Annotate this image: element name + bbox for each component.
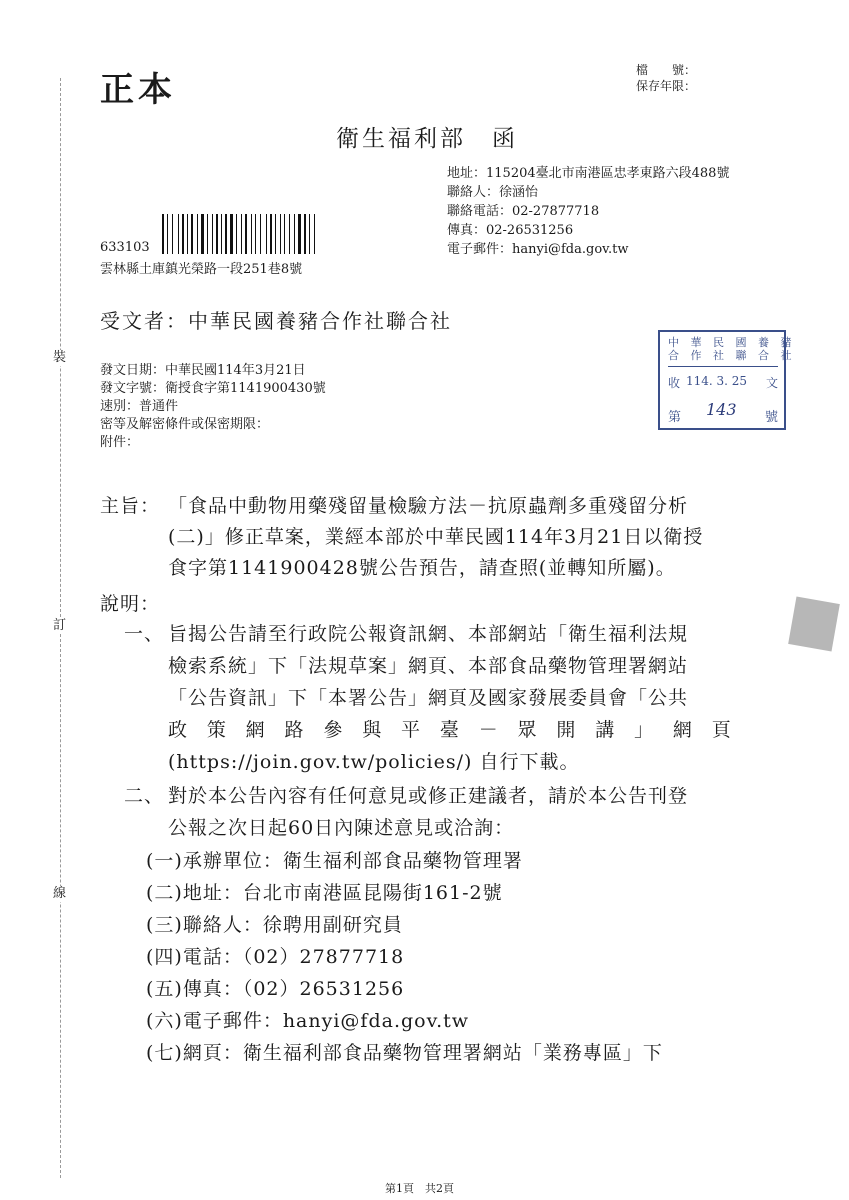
barcode-bar — [307, 214, 308, 254]
page-footer: 第1頁 共2頁 — [385, 1182, 454, 1195]
barcode-bar — [228, 214, 229, 254]
delivery-speed: 速別：普通件 — [100, 399, 179, 414]
barcode-bar — [309, 214, 310, 254]
barcode-bar — [172, 214, 173, 254]
barcode-bar — [291, 214, 293, 254]
barcode-bar — [219, 214, 220, 254]
stamp-wen-label: 文 — [765, 376, 778, 390]
barcode-bar — [316, 214, 317, 254]
partial-seal-stamp — [788, 597, 840, 652]
subject-line-2: (二)」修正草案，業經本部於中華民國114年3月21日以衛授 — [168, 526, 704, 548]
barcode-bar — [268, 214, 269, 254]
barcode-bar — [296, 214, 297, 254]
barcode-bar — [262, 214, 265, 254]
barcode-bar — [245, 214, 247, 254]
barcode-bar — [169, 214, 171, 254]
barcode-bar — [212, 214, 213, 254]
binding-mark-zhuang: 裝 — [53, 350, 67, 365]
contact-email: 電子郵件：hanyi@fda.gov.tw — [447, 242, 629, 257]
barcode-bar — [197, 214, 198, 254]
barcode-bar — [225, 214, 227, 254]
binding-mark-xian: 線 — [53, 886, 67, 901]
barcode-bar — [209, 214, 211, 254]
barcode-bar — [273, 214, 274, 254]
binding-mark-ding: 訂 — [53, 618, 67, 633]
barcode-bar — [236, 214, 237, 254]
postal-barcode — [162, 214, 348, 254]
stamp-received-label: 收 — [668, 376, 681, 390]
barcode-bar — [275, 214, 276, 254]
postal-code: 633103 — [100, 240, 150, 255]
archive-info — [636, 62, 696, 94]
barcode-bar — [180, 214, 181, 254]
sub-item-3: (三)聯絡人：徐聘用副研究員 — [146, 914, 403, 936]
barcode-bar — [314, 214, 315, 254]
subject-line-3: 食字第1141900428號公告預告，請查照(並轉知所屬)。 — [168, 557, 676, 579]
contact-fax: 傳真：02-26531256 — [447, 223, 574, 238]
document-meta — [100, 362, 326, 452]
secrecy-level: 密等及解密條件或保密期限： — [100, 417, 270, 432]
item1-line-2: 檢索系統」下「法規草案」網頁、本部食品藥物管理署網站 — [168, 655, 689, 677]
barcode-bar — [298, 214, 301, 254]
contact-phone: 聯絡電話：02-27877718 — [447, 204, 600, 219]
barcode-bar — [304, 214, 306, 254]
barcode-bar — [221, 214, 222, 254]
barcode-bar — [167, 214, 168, 254]
barcode-bar — [189, 214, 190, 254]
barcode-bar — [234, 214, 235, 254]
sub-item-6: (六)電子郵件：hanyi@fda.gov.tw — [146, 1010, 470, 1032]
barcode-bar — [277, 214, 279, 254]
barcode-bar — [270, 214, 272, 254]
sub-item-2: (二)地址：台北市南港區昆陽街161-2號 — [146, 882, 503, 904]
agency-title: 衛生福利部 函 — [336, 126, 518, 152]
contact-address: 地址：115204臺北市南港區忠孝東路六段488號 — [447, 166, 730, 181]
stamp-hao-label: 號 — [764, 410, 778, 425]
barcode-bar — [253, 214, 254, 254]
barcode-bar — [162, 214, 164, 254]
barcode-bar — [207, 214, 208, 254]
stamp-org-line1: 中 華 民 國 養 豬 — [668, 336, 796, 349]
barcode-bar — [289, 214, 290, 254]
stamp-number: 143 — [706, 400, 737, 419]
subject-label: 主旨： — [100, 495, 161, 517]
barcode-bar — [182, 214, 184, 254]
sub-item-4: (四)電話：（02）27877718 — [146, 946, 405, 968]
sub-item-7: (七)網頁：衛生福利部食品藥物管理署網站「業務專區」下 — [146, 1042, 663, 1064]
document-number: 發文字號：衛授食字第1141900430號 — [100, 381, 326, 396]
barcode-bar — [223, 214, 224, 254]
barcode-bar — [194, 214, 196, 254]
stamp-organization — [668, 336, 796, 367]
received-stamp — [658, 330, 796, 430]
sub-item-5: (五)傳真：（02）26531256 — [146, 978, 405, 1000]
barcode-bar — [251, 214, 252, 254]
barcode-bar — [201, 214, 204, 254]
barcode-bar — [266, 214, 267, 254]
contact-person: 聯絡人：徐涵怡 — [447, 185, 539, 200]
barcode-bar — [174, 214, 177, 254]
barcode-bar — [199, 214, 200, 254]
explanation-label: 說明： — [100, 593, 161, 615]
subject-line-1: 「食品中動物用藥殘留量檢驗方法－抗原蟲劑多重殘留分析 — [168, 495, 689, 517]
barcode-bar — [243, 214, 244, 254]
barcode-bar — [282, 214, 283, 254]
item2-line-2: 公報之次日起60日內陳述意見或洽詢： — [168, 817, 515, 839]
barcode-bar — [191, 214, 193, 254]
barcode-bar — [187, 214, 188, 254]
stamp-date: 114. 3. 25 — [686, 374, 748, 388]
barcode-bar — [230, 214, 233, 254]
barcode-bar — [216, 214, 218, 254]
retention-period-label: 保存年限： — [636, 79, 697, 93]
item1-line-4: 政 策 網 路 參 與 平 臺 － 眾 開 講 」 網 頁 — [168, 719, 738, 741]
stamp-di-label: 第 — [668, 410, 682, 425]
barcode-bar — [178, 214, 179, 254]
barcode-bar — [238, 214, 240, 254]
item1-line-1: 旨揭公告請至行政院公報資訊網、本部網站「衛生福利法規 — [168, 623, 689, 645]
barcode-bar — [284, 214, 285, 254]
item1-line-5: (https://join.gov.tw/policies/) 自行下載。 — [168, 751, 580, 773]
barcode-bar — [280, 214, 281, 254]
barcode-bar — [205, 214, 206, 254]
barcode-bar — [302, 214, 303, 254]
barcode-bar — [255, 214, 256, 254]
contact-block — [447, 164, 729, 259]
barcode-bar — [185, 214, 186, 254]
barcode-bar — [311, 214, 313, 254]
mail-address: 雲林縣土庫鎮光榮路一段251巷8號 — [100, 262, 303, 277]
barcode-bar — [241, 214, 242, 254]
barcode-bar — [294, 214, 295, 254]
copy-mark: 正本 — [100, 70, 176, 110]
stamp-org-line2: 合 作 社 聯 合 社 — [668, 349, 796, 362]
sub-item-1: (一)承辦單位：衛生福利部食品藥物管理署 — [146, 850, 523, 872]
barcode-bar — [214, 214, 215, 254]
barcode-bar — [165, 214, 166, 254]
item1-marker: 一、 — [124, 623, 165, 645]
barcode-bar — [286, 214, 288, 254]
item2-marker: 二、 — [124, 785, 165, 807]
item2-line-1: 對於本公告內容有任何意見或修正建議者，請於本公告刊登 — [168, 785, 689, 807]
barcode-bar — [257, 214, 259, 254]
barcode-bar — [260, 214, 261, 254]
issue-date: 發文日期：中華民國114年3月21日 — [100, 363, 306, 378]
item1-line-3: 「公告資訊」下「本署公告」網頁及國家發展委員會「公共 — [168, 687, 689, 709]
file-number-label: 檔 號： — [636, 63, 697, 77]
barcode-bar — [248, 214, 250, 254]
recipient: 受文者：中華民國養豬合作社聯合社 — [100, 309, 452, 333]
attachment: 附件： — [100, 435, 140, 450]
